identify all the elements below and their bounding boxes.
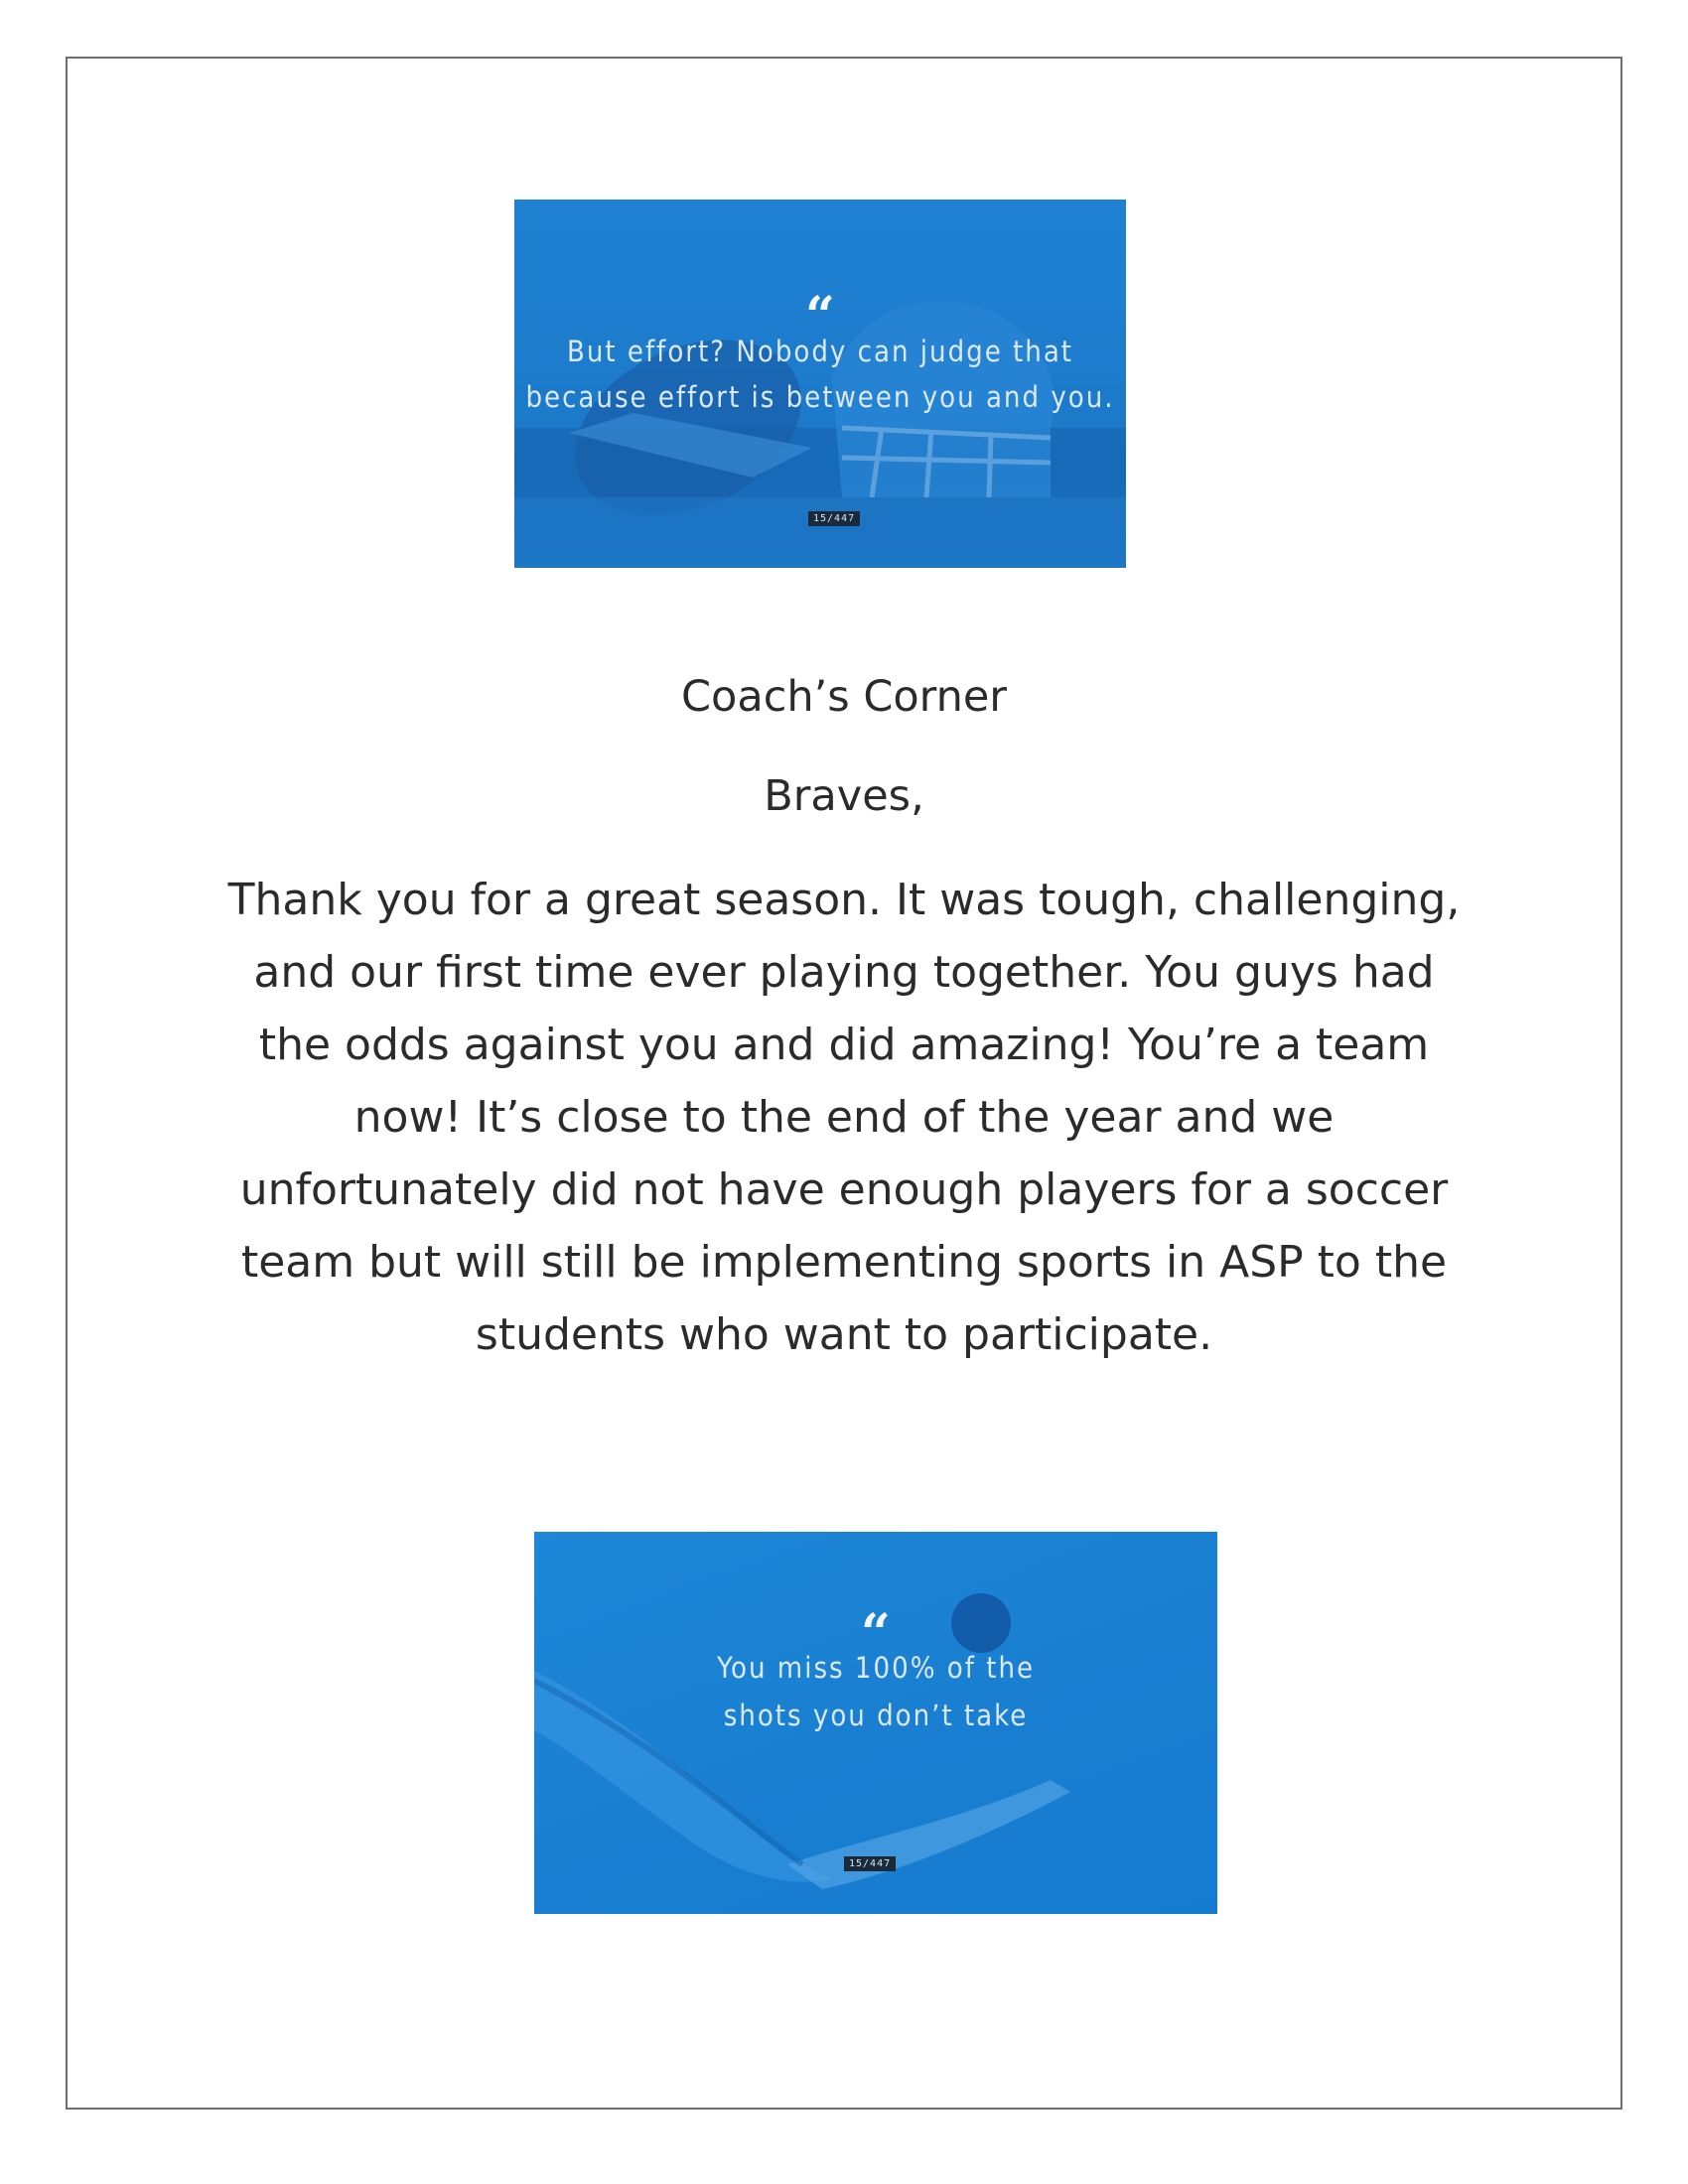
quote-mark-icon: “ xyxy=(805,286,835,346)
body-line: students who want to participate. xyxy=(475,1309,1213,1360)
body-line: unfortunately did not have enough players for a soccer xyxy=(239,1164,1449,1215)
quote-line: because effort is between you and you. xyxy=(525,380,1115,414)
body-line: and our first time ever playing together. You guys had xyxy=(253,947,1435,998)
body-line: team but will still be implementing sports in ASP to the xyxy=(240,1237,1448,1288)
body-line: now! It’s close to the end of the year and we xyxy=(353,1092,1335,1143)
page-title: Coach’s Corner xyxy=(681,672,1007,722)
quote-mark-icon: “ xyxy=(861,1603,891,1664)
hockey-quote-image xyxy=(534,1532,1217,1914)
greeting: Braves, xyxy=(764,771,924,821)
watermark-tag: 15/447 xyxy=(808,511,860,526)
quote-line: shots you don’t take xyxy=(723,1699,1029,1732)
quote-line: But effort? Nobody can judge that xyxy=(566,335,1074,368)
letter-body xyxy=(149,864,1539,1371)
body-line: the odds against you and did amazing! You’re a team xyxy=(258,1020,1430,1070)
body-line: Thank you for a great season. It was tough, challenging, xyxy=(227,875,1461,925)
watermark-tag: 15/447 xyxy=(844,1856,896,1871)
quote-line: You miss 100% of the xyxy=(716,1651,1036,1685)
football-quote-image xyxy=(514,200,1126,568)
